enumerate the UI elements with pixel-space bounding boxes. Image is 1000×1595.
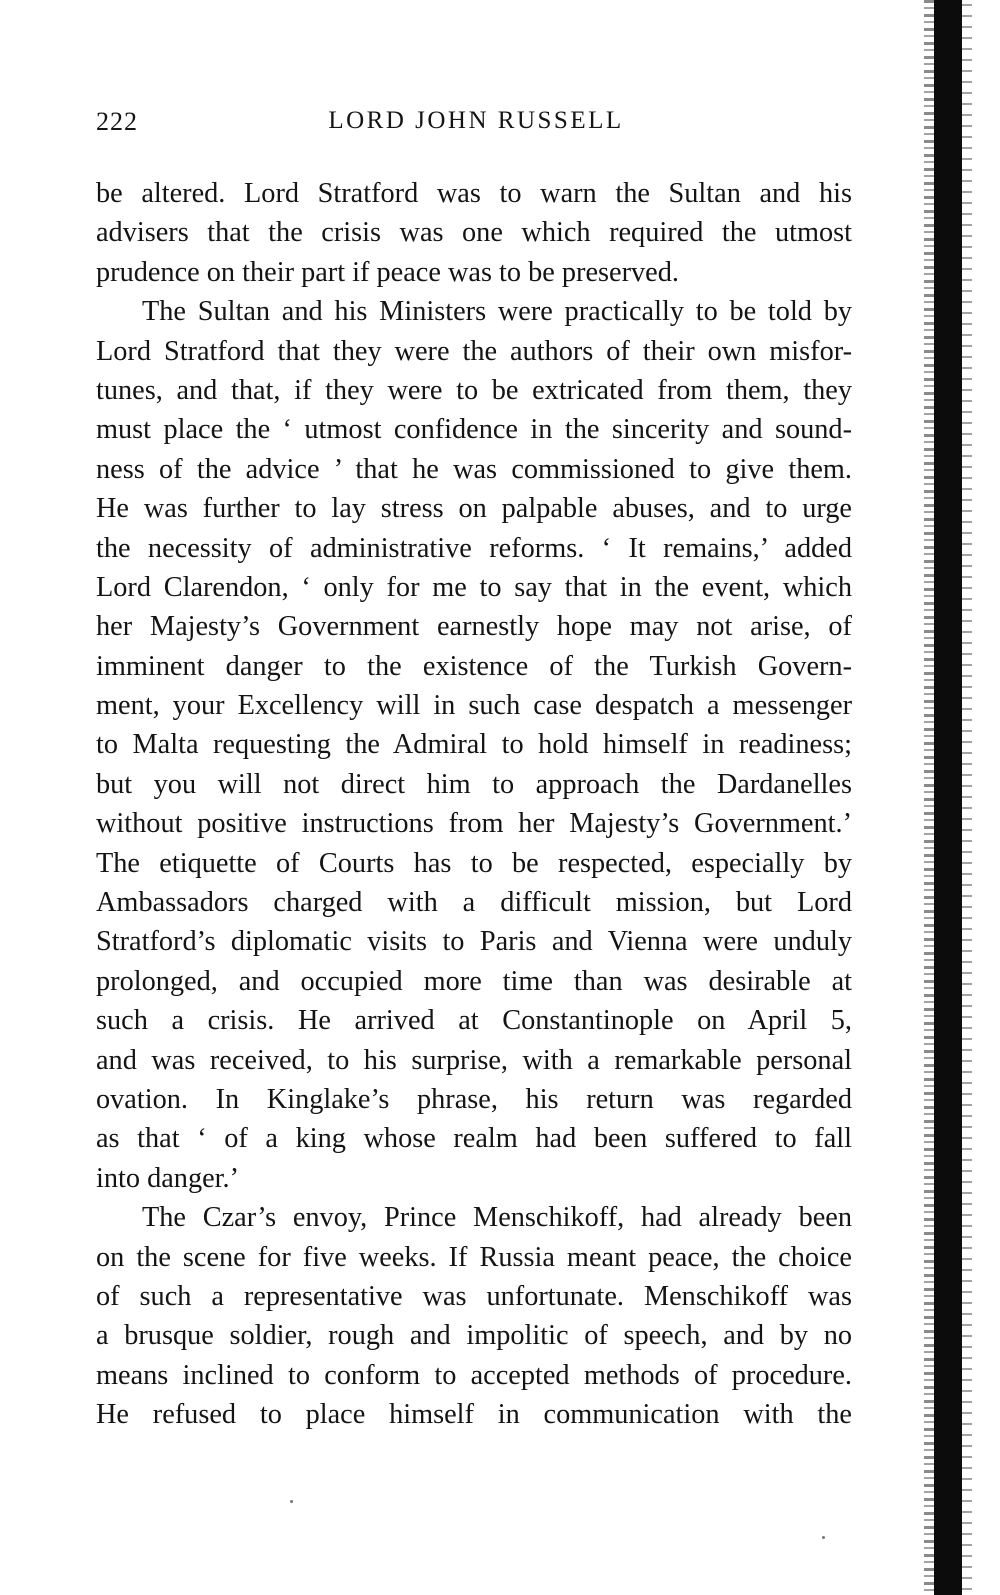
binding-shadow	[934, 0, 962, 1595]
text-line: without positive instructions from her Majesty’s Government.’	[96, 808, 852, 840]
text-line: must place the ‘ utmost confidence in the sincerity and sound-	[96, 414, 852, 446]
text-line: prolonged, and occupied more time than was desirable at	[96, 965, 852, 997]
text-line: ment, your Excellency will in such case despatch a messenger	[96, 690, 852, 722]
text-line: Stratford’s diplomatic visits to Paris and Vienna were unduly	[96, 926, 852, 958]
text-line: He refused to place himself in communication with the	[96, 1399, 852, 1431]
paper-speck	[822, 1536, 825, 1539]
text-line: her Majesty’s Government earnestly hope may not arise, of	[96, 611, 852, 643]
text-line: Lord Clarendon, ‘ only for me to say that in the event, which	[96, 571, 852, 603]
text-line: a brusque soldier, rough and impolitic of speech, and by no	[96, 1320, 852, 1352]
text-line: to Malta requesting the Admiral to hold himself in readiness;	[96, 729, 852, 761]
text-line: the necessity of administrative reforms. ‘ It remains,’ added	[96, 532, 852, 564]
text-line: ovation. In Kinglake’s phrase, his return was regarded	[96, 1083, 852, 1115]
text-line: The etiquette of Courts has to be respected, especially by	[96, 847, 852, 879]
text-line: but you will not direct him to approach the Dardanelles	[96, 768, 852, 800]
paper-speck	[290, 1500, 293, 1503]
body-text	[96, 174, 852, 1435]
text-line: tunes, and that, if they were to be extricated from them, they	[96, 374, 852, 406]
page-header	[96, 107, 856, 147]
text-line: imminent danger to the existence of the Turkish Govern-	[96, 650, 852, 682]
text-line: ness of the advice ’ that he was commissioned to give them.	[96, 453, 852, 485]
paragraph-1	[96, 174, 852, 292]
running-title: LORD JOHN RUSSELL	[328, 107, 624, 134]
text-line: on the scene for five weeks. If Russia meant peace, the choice	[96, 1241, 852, 1273]
page-number: 222	[96, 107, 138, 136]
text-line: He was further to lay stress on palpable abuses, and to urge	[96, 493, 852, 525]
book-binding-edge	[912, 0, 1000, 1595]
text-line: as that ‘ of a king whose realm had been suffered to fall	[96, 1123, 852, 1155]
text-line: prudence on their part if peace was to be preserved.	[96, 256, 679, 288]
binding-fray-right	[962, 0, 972, 1595]
text-line: Lord Stratford that they were the authors of their own misfor-	[96, 335, 852, 367]
text-line: means inclined to conform to accepted methods of procedure.	[96, 1359, 852, 1391]
text-line: of such a representative was unfortunate. Menschikoff was	[96, 1280, 852, 1312]
text-line: The Czar’s envoy, Prince Menschikoff, had already been	[142, 1202, 852, 1234]
text-line: be altered. Lord Stratford was to warn the Sultan and his	[96, 178, 852, 209]
paragraph-3	[96, 1198, 852, 1434]
text-line: into danger.’	[96, 1162, 240, 1194]
text-line: Ambassadors charged with a difficult mission, but Lord	[96, 887, 852, 919]
text-line: and was received, to his surprise, with a remarkable personal	[96, 1044, 852, 1076]
text-line: The Sultan and his Ministers were practically to be told by	[142, 296, 852, 328]
binding-fray-left	[924, 0, 936, 1595]
text-line: such a crisis. He arrived at Constantinople on April 5,	[96, 1005, 852, 1037]
text-line: advisers that the crisis was one which required the utmost	[96, 217, 852, 249]
paragraph-2	[96, 292, 852, 1198]
